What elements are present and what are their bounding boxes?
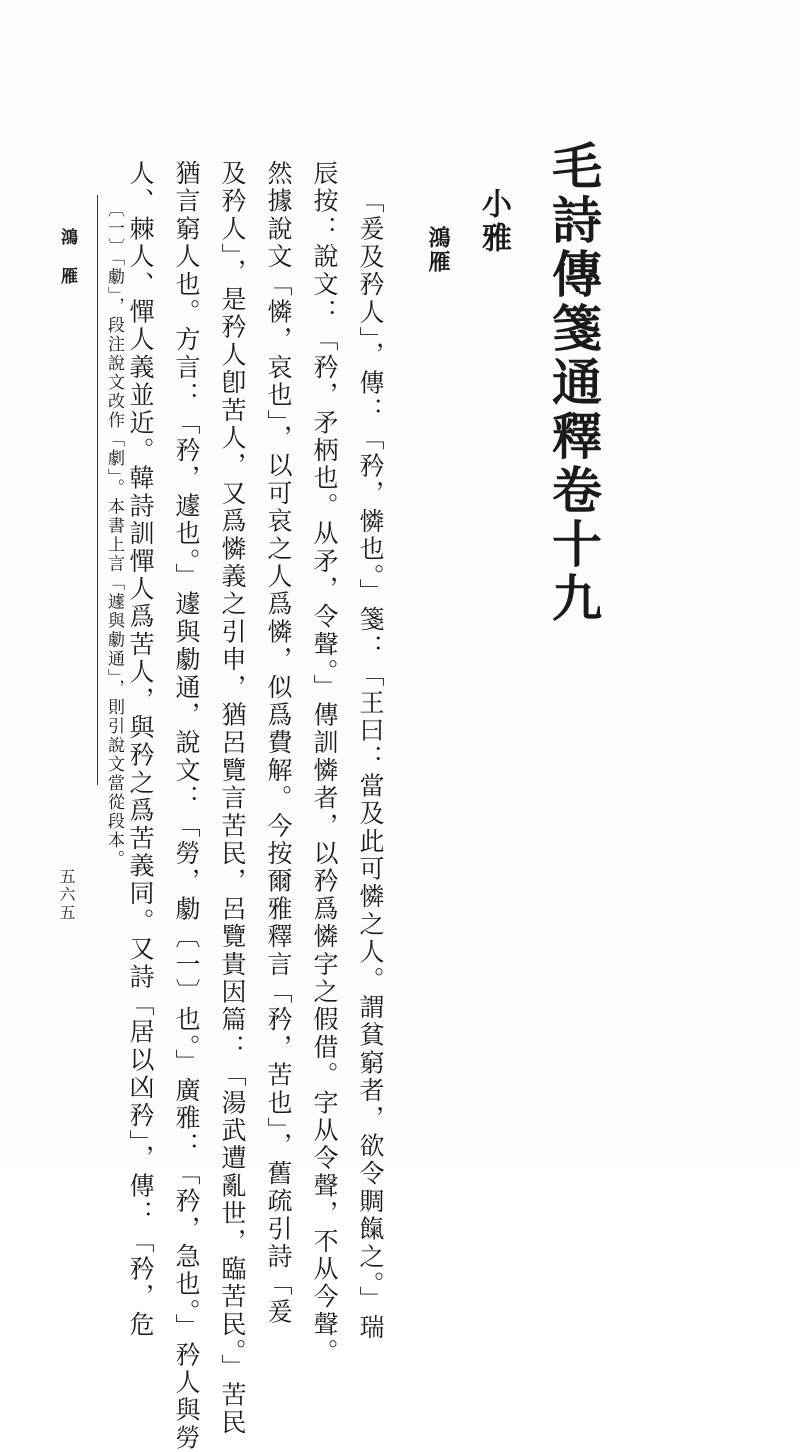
page-number: 五六五 (57, 868, 76, 922)
body-line-4: 及矜人」，是矜人卽苦人，又爲憐義之引申，猶呂覽言苦民，呂覽貴因篇：「湯武遭亂世，臨苦民。」苦民 (218, 160, 247, 1437)
footnote: 〔一〕「勮」，段注說文改作「劇」。本書上言「遽與勮通」，則引說文當從段本。 (104, 200, 124, 869)
running-header: 鴻雁 (57, 228, 77, 306)
poem-title: 鴻雁 (425, 226, 451, 274)
body-line-5: 猶言窮人也。方言：「矜，遽也。」遽與勮通，說文：「勞，勮〔一〕也。」廣雅：「矜，急也。」矜人與勞 (172, 160, 201, 1452)
body-line-6: 人、棘人、憚人義並近。韓詩訓憚人爲苦人，與矜之爲苦義同。又詩「居以凶矜」，傳：「矜，危 (126, 160, 155, 1339)
body-line-2: 辰按：說文：「矜，矛柄也。从矛，令聲。」傳訓憐者，以矜爲憐字之假借。字从令聲，不从今聲。 (310, 160, 339, 1367)
body-line-3: 然據說文「憐，哀也」，以可哀之人爲憐，似爲費解。今按爾雅釋言「矜，苦也」，舊疏引詩「爰 (264, 160, 293, 1327)
body-line-1: 「爰及矜人」，傳：「矜，憐也。」箋：「王曰：當及此可憐之人。謂貧窮者，欲令賙餼之。」瑞 (356, 188, 385, 1342)
book-title: 毛詩傳箋通釋卷十九 (544, 140, 603, 626)
footnote-divider (97, 195, 98, 785)
section-title: 小雅 (476, 188, 511, 256)
